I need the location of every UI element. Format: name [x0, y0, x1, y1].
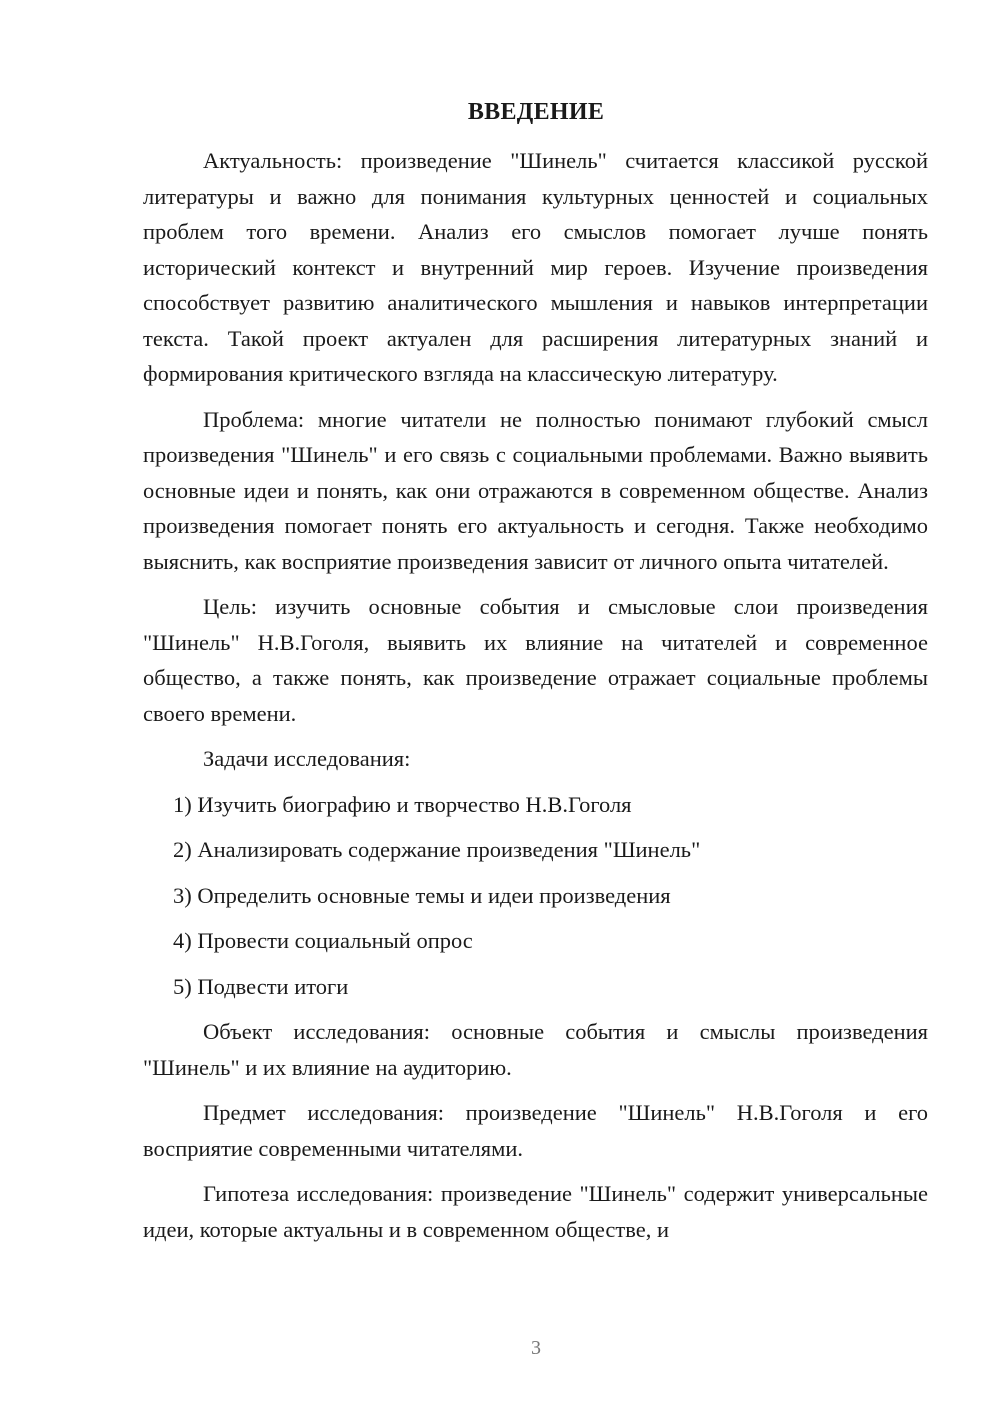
page-number: 3 [531, 1337, 541, 1359]
paragraph-goal: Цель: изучить основные события и смысловые слои произведения "Шинель" Н.В.Гоголя, выявить их влияние на читателей и современное общество, а также понять, как произведение отражает социальные проблемы своего времени. [143, 594, 928, 726]
list-item: 5) Подвести итоги [173, 973, 349, 999]
paragraph-subject: Предмет исследования: произведение "Шинель" Н.В.Гоголя и его восприятие современными читателями. [143, 1100, 928, 1161]
paragraph-hypothesis: Гипотеза исследования: произведение "Шинель" содержит универсальные идеи, которые актуальны и в современном обществе, и [143, 1181, 928, 1242]
paragraph-object: Объект исследования: основные события и смыслы произведения "Шинель" и их влияние на аудиторию. [143, 1019, 928, 1080]
list-item: 4) Провести социальный опрос [173, 928, 473, 953]
paragraph-tasks-heading: Задачи исследования: [203, 746, 411, 771]
paragraph-problem: Проблема: многие читатели не полностью понимают глубокий смысл произведения "Шинель" и его связь с социальными проблемами. Важно выявить основные идеи и понять, как они отражаются в современном обществе. Анализ произведения помогает понять его актуальность и сегодня. Также необходимо выяснить, как восприятие произведения зависит от личного опыта читателей. [143, 406, 928, 574]
list-item: 3) Определить основные темы и идеи произведения [173, 882, 671, 908]
paragraph-relevance: Актуальность: произведение "Шинель" считается классикой русской литературы и важно для понимания культурных ценностей и социальных проблем того времени. Анализ его смыслов помогает лучше понять исторический контекст и внутренний мир героев. Изучение произведения способствует развитию аналитического мышления и навыков интерпретации текста. Такой проект актуален для расширения литературных знаний и формирования критического взгляда на классическую литературу. [143, 148, 928, 386]
body-text [143, 143, 928, 1257]
list-item: 1) Изучить биографию и творчество Н.В.Гоголя [173, 791, 632, 817]
list-item: 2) Анализировать содержание произведения "Шинель" [173, 837, 701, 862]
section-heading: ВВЕДЕНИЕ [467, 99, 605, 125]
